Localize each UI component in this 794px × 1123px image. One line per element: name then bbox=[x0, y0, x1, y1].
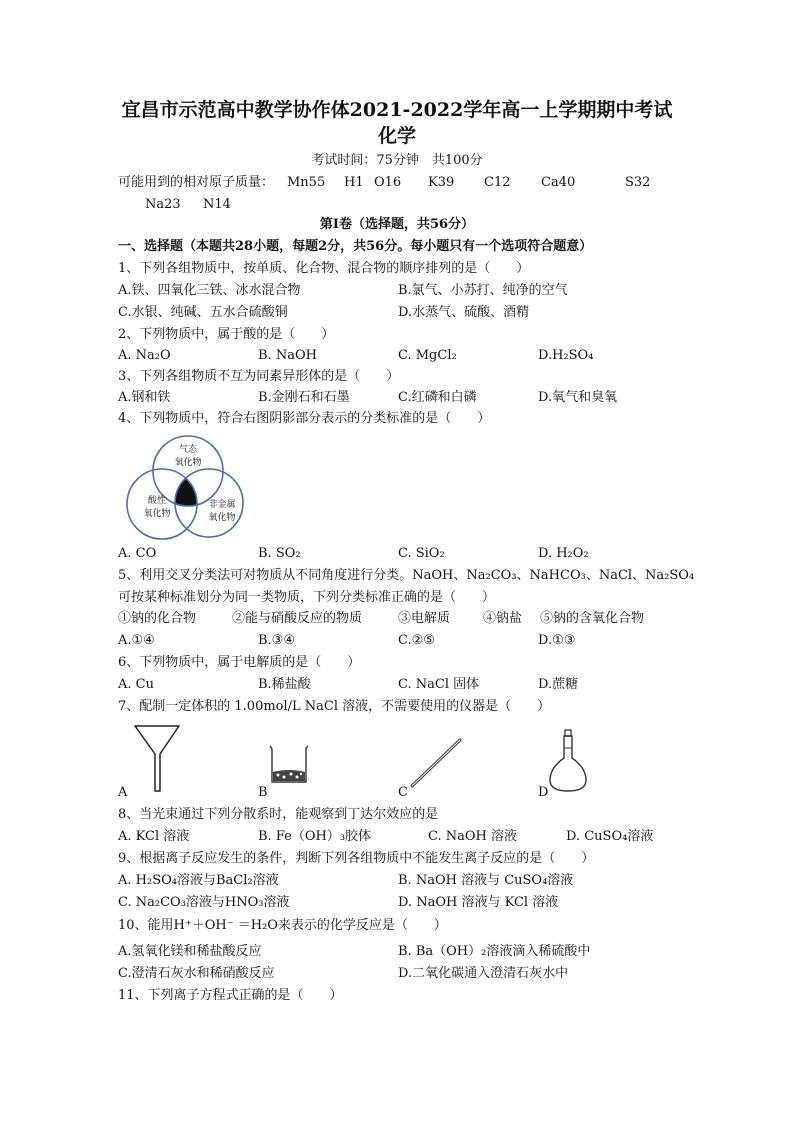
option: D.蔗糖 bbox=[538, 677, 579, 692]
atomic-mass: Ca40 bbox=[541, 175, 576, 190]
option: B.③④ bbox=[258, 633, 295, 648]
funnel-icon bbox=[133, 724, 183, 794]
criterion: ④钠盐 bbox=[483, 611, 523, 626]
glass-rod-icon bbox=[408, 738, 464, 790]
option: C.红磷和白磷 bbox=[398, 390, 477, 405]
venn-label: 气态 bbox=[178, 445, 198, 455]
option: B.氯气、小苏打、纯净的空气 bbox=[398, 283, 568, 298]
option: A.氢氧化镁和稀盐酸反应 bbox=[118, 944, 262, 959]
option: C. SiO₂ bbox=[398, 546, 445, 561]
volumetric-flask-icon bbox=[546, 728, 590, 794]
venn-label: 氧化物 bbox=[143, 509, 171, 519]
question-stem: 6、下列物质中，属于电解质的是（ ） bbox=[118, 655, 361, 670]
option: C. MgCl₂ bbox=[398, 348, 457, 363]
option: D bbox=[538, 785, 549, 800]
option: B. SO₂ bbox=[258, 546, 301, 561]
option: A.①④ bbox=[118, 633, 155, 648]
atomic-mass: N14 bbox=[203, 197, 231, 212]
venn-diagram bbox=[125, 434, 255, 544]
question-stem: 5、利用交叉分类法可对物质从不同角度进行分类。NaOH、Na₂CO₃、NaHCO₃、NaCl、Na₂SO₄ bbox=[118, 568, 695, 583]
question-stem: 11、下列离子方程式正确的是（ ） bbox=[118, 988, 343, 1003]
option: D.水蒸气、硫酸、酒精 bbox=[398, 305, 530, 320]
beaker-icon bbox=[266, 742, 312, 786]
option: A. Cu bbox=[118, 677, 154, 692]
venn-label: 酸性 bbox=[147, 496, 167, 506]
part-heading: 一、选择题（本题共28小题，每题2分，共56分。每小题只有一个选项符合题意） bbox=[118, 239, 593, 254]
question-stem: 4、下列物质中，符合右图阴影部分表示的分类标准的是（ ） bbox=[118, 411, 491, 426]
section-title: 第Ⅰ卷（选择题，共56分） bbox=[319, 217, 475, 232]
question-stem: 3、下列各组物质不互为同素异形体的是（ ） bbox=[118, 369, 400, 384]
option: B. Fe（OH）₃胶体 bbox=[258, 829, 372, 844]
option: A. KCl 溶液 bbox=[118, 829, 190, 844]
criterion: ③电解质 bbox=[398, 611, 451, 626]
option: B. NaOH bbox=[258, 348, 317, 363]
option: A bbox=[118, 785, 128, 800]
option: A. CO bbox=[118, 546, 157, 561]
atomic-mass: S32 bbox=[625, 175, 651, 190]
criterion: ②能与硝酸反应的物质 bbox=[232, 611, 363, 626]
atomic-mass: H1 bbox=[344, 175, 364, 190]
option: A.钢和铁 bbox=[118, 390, 171, 405]
atomic-mass-label: 可能用到的相对原子质量： bbox=[118, 175, 275, 190]
venn-label: 氧化物 bbox=[208, 513, 236, 523]
question-stem: 7、配制一定体积的 1.00mol/L NaCl 溶液，不需要使用的仪器是（ ） bbox=[118, 699, 551, 714]
atomic-mass: Na23 bbox=[145, 197, 181, 212]
criterion: ⑤钠的含氧化合物 bbox=[540, 611, 645, 626]
option: B. Ba（OH）₂溶液滴入稀硫酸中 bbox=[398, 944, 591, 959]
option: A. H₂SO₄溶液与BaCl₂溶液 bbox=[118, 873, 279, 888]
option: C.澄清石灰水和稀硝酸反应 bbox=[118, 966, 275, 981]
atomic-mass: Mn55 bbox=[287, 175, 326, 190]
option: D. H₂O₂ bbox=[538, 546, 589, 561]
question-stem: 10、能用H⁺＋OH⁻ ＝H₂O来表示的化学反应是（ ） bbox=[118, 918, 447, 933]
venn-label: 非金属 bbox=[208, 500, 236, 510]
subject-title: 化学 bbox=[377, 125, 416, 147]
option: C. NaOH 溶液 bbox=[428, 829, 518, 844]
option: C.②⑤ bbox=[398, 633, 435, 648]
option: C bbox=[398, 785, 408, 800]
atomic-mass: C12 bbox=[484, 175, 511, 190]
question-stem: 2、下列物质中，属于酸的是（ ） bbox=[118, 327, 335, 342]
option: B.稀盐酸 bbox=[258, 677, 311, 692]
option: C. NaCl 固体 bbox=[398, 677, 480, 692]
option: C. Na₂CO₃溶液与HNO₃溶液 bbox=[118, 895, 290, 910]
option: D.氧气和臭氧 bbox=[538, 390, 618, 405]
option: D. NaOH 溶液与 KCl 溶液 bbox=[398, 895, 559, 910]
option: B bbox=[258, 785, 268, 800]
option: C.水银、纯碱、五水合硫酸铜 bbox=[118, 305, 288, 320]
question-stem: 9、根据离子反应发生的条件，判断下列各组物质中不能发生离子反应的是（ ） bbox=[118, 851, 595, 866]
criterion: ①钠的化合物 bbox=[118, 611, 197, 626]
atomic-mass: K39 bbox=[428, 175, 455, 190]
exam-time: 考试时间：75分钟 共100分 bbox=[311, 153, 483, 168]
exam-title: 宜昌市示范高中教学协作体2021-2022学年高一上学期期中考试 bbox=[121, 99, 673, 121]
option: D.H₂SO₄ bbox=[538, 348, 594, 363]
venn-label: 氧化物 bbox=[174, 458, 202, 468]
question-stem: 1、下列各组物质中，按单质、化合物、混合物的顺序排列的是（ ） bbox=[118, 261, 530, 276]
option: D.①③ bbox=[538, 633, 576, 648]
option: B. NaOH 溶液与 CuSO₄溶液 bbox=[398, 873, 574, 888]
question-stem: 8、当光束通过下列分散系时，能观察到丁达尔效应的是 bbox=[118, 807, 439, 822]
option: D.二氧化碳通入澄清石灰水中 bbox=[398, 966, 569, 981]
option: A. Na₂O bbox=[118, 348, 171, 363]
option: D. CuSO₄溶液 bbox=[566, 829, 654, 844]
option: B.金刚石和石墨 bbox=[258, 390, 350, 405]
option: A.铁、四氧化三铁、冰水混合物 bbox=[118, 283, 301, 298]
atomic-mass: O16 bbox=[374, 175, 402, 190]
question-stem-continued: 可按某种标准划分为同一类物质，下列分类标准正确的是（ ） bbox=[118, 590, 496, 605]
